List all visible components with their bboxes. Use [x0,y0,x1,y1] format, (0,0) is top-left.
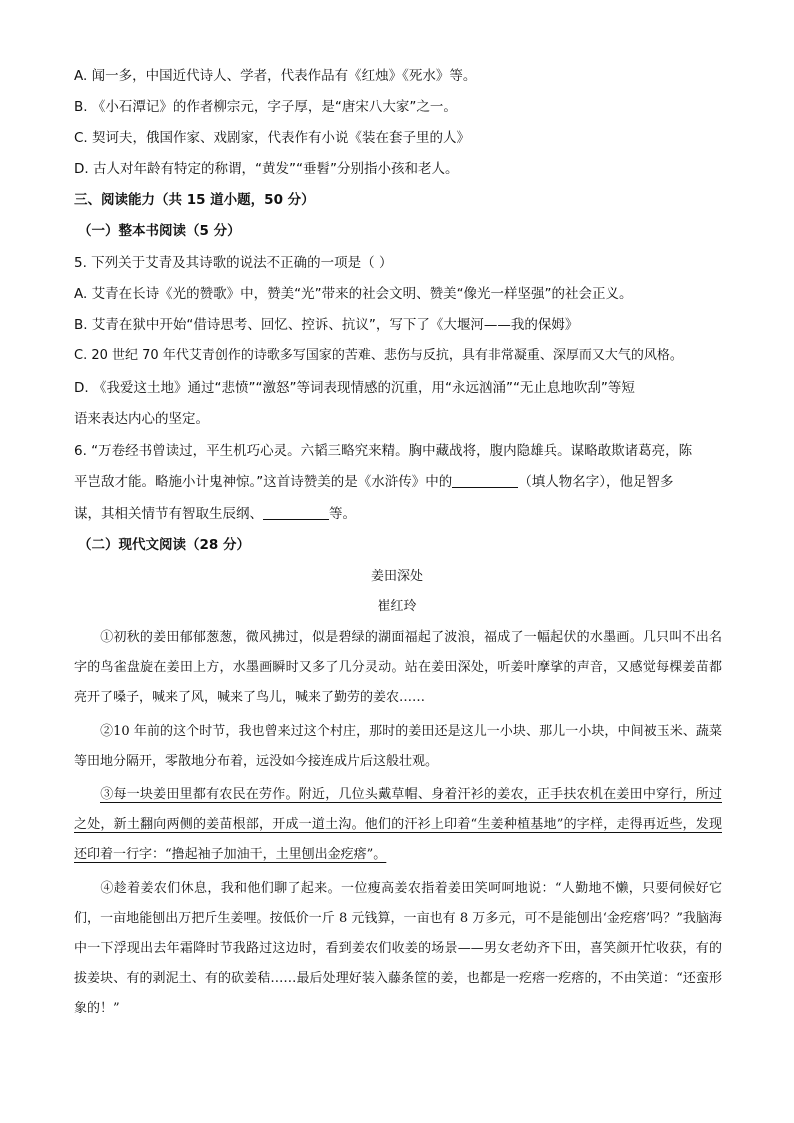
article-paragraph-2 [74,717,722,777]
question-5-stem: 5. 下列关于艾青及其诗歌的说法不正确的一项是（ ） [74,255,393,271]
part-two-heading: （二）现代文阅读（28 分） [78,537,250,553]
question-6-line1: 6. “万卷经书曾读过，平生机巧心灵。六韬三略究来精。胸中藏战将，腹内隐雄兵。谋略敢欺诸葛亮，陈 [74,443,693,459]
article-author: 崔红玲 [377,599,417,614]
question-6-line3-text: 谋，其相关情节有智取生辰纲、 [74,506,263,522]
question-6-line2-text: 平岂敌才能。略施小计鬼神惊。”这首诗赞美的是《水浒传》中的 [74,474,453,490]
paragraph-1-text: ①初秋的姜田郁郁葱葱，微风拂过，似是碧绿的湖面福起了波浪，福成了一幅起伏的水墨画。几只叫不出名字的鸟雀盘旋在姜田上方，水墨画瞬时又多了几分灵动。站在姜田深处，听姜叶摩挲的声音，又感觉每棵姜苗都亮开了嗓子，喊来了风，喊来了鸟儿，喊来了勤劳的姜农…… [74,630,722,705]
article-paragraph-4 [74,874,722,1024]
answer-blank-2[interactable] [263,505,329,520]
section-heading: 三、阅读能力（共 15 道小题，50 分） [74,192,315,208]
paragraph-4-text: ④趁着姜农们休息，我和他们聊了起来。一位瘦高姜农指着姜田笑呵呵地说：“人勤地不懒，只要伺候好它们，一亩地能刨出万把斤生姜哩。按低价一斤 8 元钱算，一亩也有 8 万多元，可不是能刨出‘金疙瘩’吗？”我脑海中一下浮现出去年霜降时节我路过这边时，看到姜农们收姜的场景——男女老幼齐下田，喜笑颜开忙收获，有的拔姜块、有的剥泥土、有的砍姜秸……最后处理好装入藤条筐的姜，也都是一疙瘩一疙瘩的，不由笑道：“还蛮形象的！” [74,881,722,1016]
option-c: C. 契诃夫，俄国作家、戏剧家，代表作有小说《装在套子里的人》 [74,130,471,146]
question-5-option-d-line2: 语来表达内心的坚定。 [74,411,209,427]
paragraph-3-text: ③每一块姜田里都有农民在劳作。附近，几位头戴草帽、身着汗衫的姜农，正手扶农机在姜田中穿行，所过之处，新土翻向两侧的姜苗根部，开成一道土沟。他们的汗衫上印着“生姜种植基地”的字样，走得再近些，发现还印着一行字：“撸起袖子加油干，土里刨出金疙瘩”。 [74,787,722,862]
question-6-line2 [74,472,724,492]
question-6-line3 [74,504,724,524]
part-one-heading: （一）整本书阅读（5 分） [78,223,241,239]
paragraph-2-text: ②10 年前的这个时节，我也曾来过这个村庄，那时的姜田还是这儿一小块、那儿一小块，中间被玉米、蔬菜等田地分隔开，零散地分布着，远没如今接连成片后这般壮观。 [74,724,722,769]
answer-blank-1[interactable] [452,473,518,488]
option-a: A. 闻一多，中国近代诗人、学者，代表作品有《红烛》《死水》等。 [74,68,477,84]
question-6-line2-tail: （填人物名字），他足智多 [518,474,674,490]
question-5-option-d-line1: D. 《我爱这土地》通过“悲愤”“激怒”等词表现情感的沉重，用“永远汹涌”“无止息地吹刮”等短 [74,380,635,396]
question-5-option-a: A. 艾青在长诗《光的赞歌》中，赞美“光”带来的社会文明、赞美“像光一样坚强”的社会正义。 [74,286,633,302]
article-paragraph-1 [74,623,722,713]
question-5-option-c: C. 20 世纪 70 年代艾青创作的诗歌多写国家的苦难、悲伤与反抗，具有非常凝重、深厚而又大气的风格。 [74,348,683,363]
option-b: B. 《小石潭记》的作者柳宗元，字子厚，是“唐宋八大家”之一。 [74,99,457,115]
question-6-line3-tail: 等。 [329,506,356,522]
article-title: 姜田深处 [370,569,423,584]
article-paragraph-3 [74,780,722,870]
option-d: D. 古人对年龄有特定的称谓，“黄发”“垂髫”分别指小孩和老人。 [74,161,459,177]
question-5-option-b: B. 艾青在狱中开始“借诗思考、回忆、控诉、抗议”，写下了《大堰河——我的保姆》 [74,317,579,333]
